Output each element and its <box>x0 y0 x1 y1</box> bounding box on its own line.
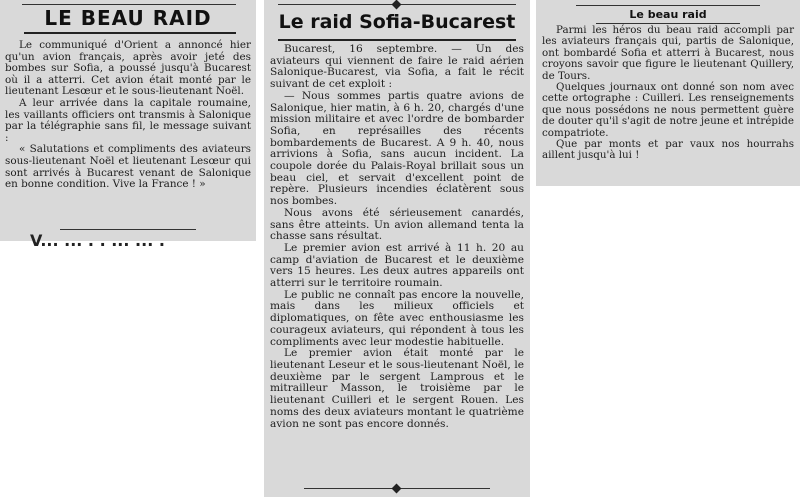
paragraph: — Nous sommes partis quatre avions de Salonique, hier matin, à 6 h. 20, chargés d'une mission militaire et avec l'ordre de bombarder Sofia, en représailles des récents bombardements de Bucarest. A 9 h. 40, nous arrivions à Sofia, sans aucun incident. La coupole dorée du Palais-Royal brillait sous un beau ciel, et servait d'excellent point de repère. Plusieurs incendies éclatèrent sous nos bombes. <box>270 89 524 208</box>
headline: Le beau raid <box>629 8 707 21</box>
top-rule <box>22 4 236 5</box>
article-body <box>5 40 251 191</box>
paragraph: Le premier avion est arrivé à 11 h. 20 au camp d'aviation de Bucarest et le deuxième vers 15 heures. Les deux autres appareils ont atterri sur le territoire roumain. <box>270 241 524 290</box>
paragraph: « Salutations et compliments des aviateurs sous-lieutenant Noël et lieutenant Lesœur qui sont arrivés à Bucarest venant de Salonique en bonne condition. Vive la France ! » <box>5 143 251 191</box>
headline-rule <box>278 39 516 41</box>
clipping-raid-sofia-bucarest <box>264 0 530 497</box>
next-headline-fragment: V... ... . . ... ... . <box>30 231 165 250</box>
headline-rule <box>24 32 236 34</box>
paragraph: Quelques journaux ont donné son nom avec cette ortographe : Cuilleri. Les renseignements que nous possédons ne nous permettent guère de douter qu'il s'agit de notre jeune et intrépide compatriote. <box>542 81 794 139</box>
paragraph: Bucarest, 16 septembre. — Un des aviateurs qui viennent de faire le raid aérien Salonique-Bucarest, via Sofia, a fait le récit suivant de cet exploit : <box>270 43 524 91</box>
article-body <box>270 44 524 430</box>
ornament-diamond <box>392 0 402 9</box>
article-body <box>542 25 794 162</box>
paragraph: Le public ne connaît pas encore la nouvelle, mais dans les milieux officiels et diplomatiques, on fête avec enthousiasme les courageux aviateurs, qui répondent à tous les compliments avec leur modestie habituelle. <box>270 288 524 348</box>
top-rule <box>576 5 760 6</box>
paragraph: Le premier avion était monté par le lieutenant Leseur et le sous-lieutenant Noël, le deuxième par le sergent Lamprous et le mitrailleur Masson, le troisième par le lieutenant Cuilleri et le sergent Rouen. Les noms des deux aviateurs montant le quatrième avion ne sont pas encore donnés. <box>270 347 524 430</box>
clipping-le-beau-raid-tours <box>536 0 800 186</box>
paragraph: Le communiqué d'Orient a annoncé hier qu'un avion français, après avoir jeté des bombes sur Sofia, a poussé jusqu'à Bucarest où il a atterri. Cet avion était monté par le lieutenant Lesœur et le sous-lieutenant Noël. <box>5 39 251 98</box>
clipping-le-beau-raid <box>0 0 256 250</box>
paragraph: Que par monts et par vaux nos hourrahs aillent jusqu'à lui ! <box>542 138 794 162</box>
headline: Le raid Sofia-Bucarest <box>278 11 516 33</box>
paragraph: A leur arrivée dans la capitale roumaine, les vaillants officiers ont transmis à Salonique par la télégraphie sans fil, le message suivant : <box>5 96 251 144</box>
paragraph: Parmi les héros du beau raid accompli par les aviateurs français qui, partis de Salonique, ont bombardé Sofia et atterri à Bucarest, nous croyons savoir que figure le lieutenant Quillery, de Tours. <box>542 24 794 82</box>
paragraph: Nous avons été sérieusement canardés, sans être atteints. Un avion allemand tenta la chasse sans résultat. <box>270 206 524 243</box>
ornament-diamond <box>392 484 402 494</box>
separator-rule <box>60 229 196 230</box>
headline: LE BEAU RAID <box>44 6 212 30</box>
